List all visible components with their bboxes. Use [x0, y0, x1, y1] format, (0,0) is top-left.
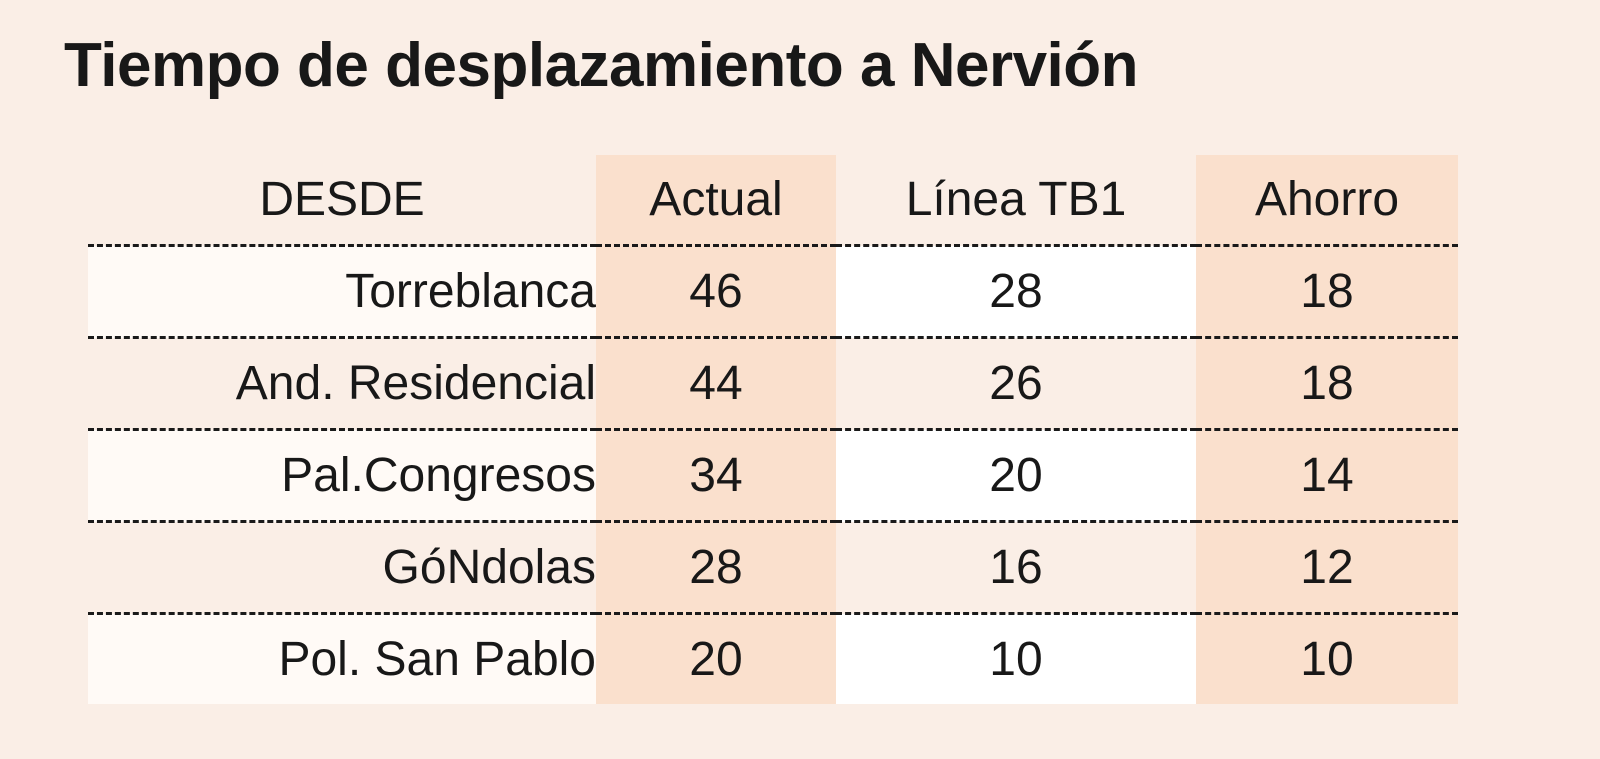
cell-actual: 34 — [596, 430, 836, 522]
cell-actual: 28 — [596, 522, 836, 614]
table-row — [88, 522, 1458, 614]
cell-ahorro: 18 — [1196, 338, 1458, 430]
table-row — [88, 338, 1458, 430]
table-row — [88, 614, 1458, 705]
cell-desde: Pal.Congresos — [88, 430, 596, 522]
travel-time-table-container — [88, 155, 1458, 704]
cell-linea-tb1: 26 — [836, 338, 1196, 430]
cell-desde: Pol. San Pablo — [88, 614, 596, 705]
cell-actual: 46 — [596, 246, 836, 338]
cell-linea-tb1: 10 — [836, 614, 1196, 705]
column-header-desde: DESDE — [259, 172, 425, 226]
cell-ahorro: 14 — [1196, 430, 1458, 522]
table-row — [88, 246, 1458, 338]
cell-linea-tb1: 16 — [836, 522, 1196, 614]
travel-time-table — [88, 155, 1458, 704]
cell-actual: 44 — [596, 338, 836, 430]
column-header-ahorro: Ahorro — [1196, 155, 1458, 246]
page-title: Tiempo de desplazamiento a Nervión — [64, 31, 1139, 100]
cell-ahorro: 10 — [1196, 614, 1458, 705]
table-header — [88, 155, 1458, 246]
cell-linea-tb1: 28 — [836, 246, 1196, 338]
cell-desde: And. Residencial — [88, 338, 596, 430]
table-body — [88, 246, 1458, 705]
cell-actual: 20 — [596, 614, 836, 705]
cell-desde: Torreblanca — [88, 246, 596, 338]
column-header-linea-tb1: Línea TB1 — [905, 172, 1127, 226]
cell-ahorro: 18 — [1196, 246, 1458, 338]
table-row — [88, 430, 1458, 522]
cell-desde: GóNdolas — [88, 522, 596, 614]
cell-ahorro: 12 — [1196, 522, 1458, 614]
table-header-row — [88, 155, 1458, 246]
cell-linea-tb1: 20 — [836, 430, 1196, 522]
column-header-actual: Actual — [596, 155, 836, 246]
